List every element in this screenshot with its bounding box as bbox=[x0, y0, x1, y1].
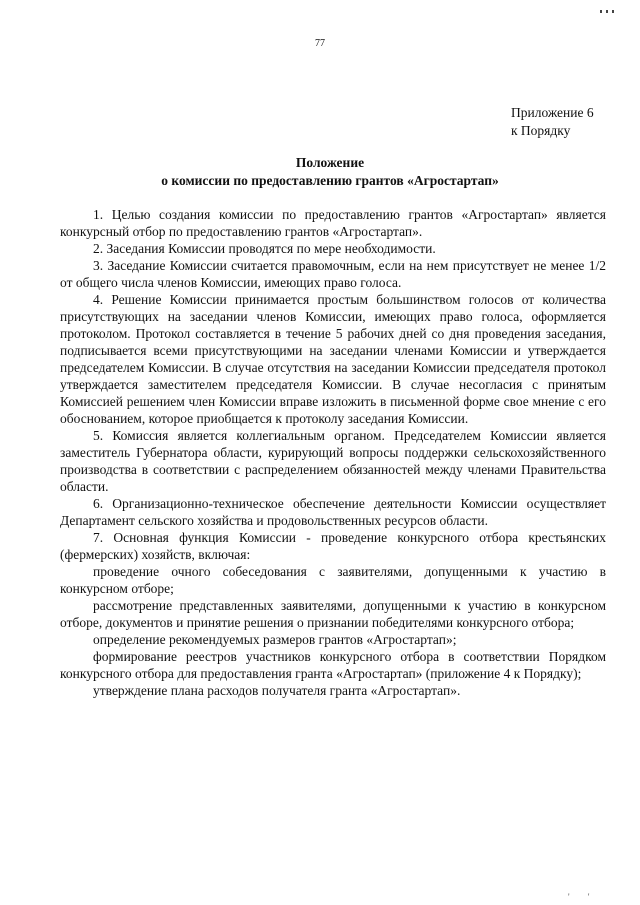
paragraph-4: 4. Решение Комиссии принимается простым большинством голосов от количества присутствующих на заседании членов Комиссии, имеющих право голоса, оформляется протоколом. Протокол составляется в течение 5 рабочих дней со дня проведения заседания, подписывается всеми присутствующими на заседании членами Комиссии и утверждается председателем Комиссии. В случае отсутствия на заседании Комиссии председателя протокол утверждается заместителем председателя Комиссии. В случае несогласия с принятым Комиссией решением член Комиссии вправе изложить в письменной форме свое мнение с его обоснованием, которое приобщается к протоколу заседания Комиссии. bbox=[60, 292, 606, 426]
paragraph-1: 1. Целью создания комиссии по предоставлению грантов «Агростартап» является конкурсный отбор по предоставлению грантов «Агростартап». bbox=[60, 207, 606, 239]
scan-artifact-top bbox=[600, 0, 640, 4]
paragraph-3: 3. Заседание Комиссии считается правомочным, если на нем присутствует не менее 1/2 от общего числа членов Комиссии, имеющих право голоса. bbox=[60, 258, 606, 290]
paragraph-6: 6. Организационно-техническое обеспечение деятельности Комиссии осуществляет Департамент сельского хозяйства и продовольственных ресурсов области. bbox=[60, 496, 606, 528]
annex-line-1: Приложение 6 bbox=[511, 105, 594, 120]
function-item-4: формирование реестров участников конкурсного отбора в соответствии Порядком конкурсного отбора для предоставления гранта «Агростартап» (приложение 4 к Порядку); bbox=[60, 649, 606, 681]
function-item-3: определение рекомендуемых размеров грантов «Агростартап»; bbox=[93, 632, 457, 647]
title-line-2: о комиссии по предоставлению грантов «Агростартап» bbox=[161, 173, 499, 188]
paragraph-5: 5. Комиссия является коллегиальным органом. Председателем Комиссии является заместитель Губернатора области, курирующий вопросы поддержки сельскохозяйственного производства в соответствии с распределением обязанностей между членами Правительства области. bbox=[60, 428, 606, 494]
paragraph-7: 7. Основная функция Комиссии - проведение конкурсного отбора крестьянских (фермерских) хозяйств, включая: bbox=[60, 530, 606, 562]
title-line-1: Положение bbox=[295, 155, 365, 170]
scan-artifact-bottom: ' ' bbox=[568, 892, 598, 902]
annex-line-2: к Порядку bbox=[511, 123, 571, 138]
page-number: 77 bbox=[315, 38, 325, 49]
document-body bbox=[60, 206, 606, 699]
function-item-2: рассмотрение представленных заявителями, допущенными к участию в конкурсном отборе, документов и принятие решения о признании победителями конкурсного отбора; bbox=[60, 598, 606, 630]
function-item-5: утверждение плана расходов получателя гранта «Агростартап». bbox=[93, 683, 461, 698]
document-title bbox=[60, 154, 600, 190]
annex-label bbox=[511, 104, 594, 140]
function-item-1: проведение очного собеседования с заявителями, допущенными к участию в конкурсном отборе; bbox=[60, 564, 606, 596]
paragraph-2: 2. Заседания Комиссии проводятся по мере необходимости. bbox=[93, 241, 436, 256]
